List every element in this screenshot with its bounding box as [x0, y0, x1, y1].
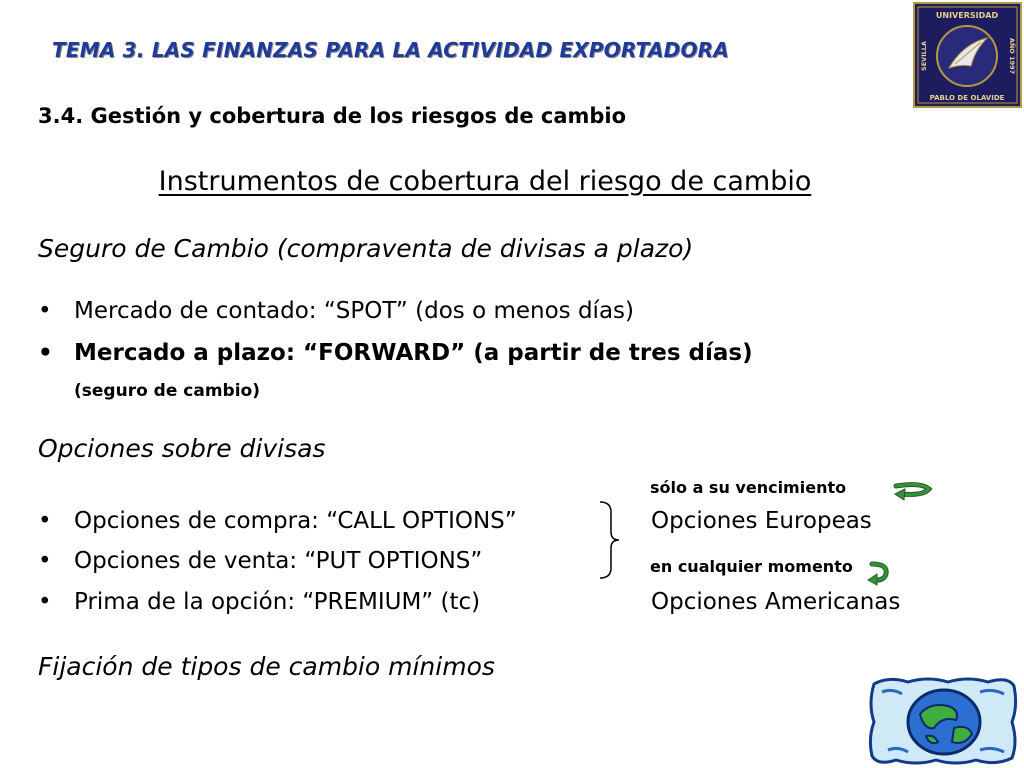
bullet-put-text: Opciones de venta: “PUT OPTIONS” [74, 548, 483, 574]
section-title: 3.4. Gestión y cobertura de los riesgos de cambio [38, 104, 627, 128]
globe-clipart-icon [868, 676, 1018, 766]
options-heading: Opciones sobre divisas [38, 434, 326, 463]
green-curved-arrow-icon [893, 480, 933, 502]
logo-right-text: AÑO 1997 [1008, 37, 1016, 75]
bullet-premium-text: Prima de la opción: “PREMIUM” (tc) [74, 589, 481, 615]
logo-bottom-text: PABLO DE OLAVIDE [929, 94, 1005, 102]
bullet-forward-main: Mercado a plazo: “FORWARD” [74, 340, 466, 366]
university-logo [913, 2, 1022, 108]
minimum-heading: Fijación de tipos de cambio mínimos [38, 652, 495, 681]
bullet-spot-main: Mercado de contado: “SPOT” [74, 298, 408, 324]
slide-title: Instrumentos de cobertura del riesgo de cambio [158, 166, 812, 197]
bullet-call [38, 508, 517, 534]
bullet-premium [38, 589, 480, 615]
logo-top-text: UNIVERSIDAD [935, 11, 999, 20]
bullet-dot: • [38, 298, 52, 324]
forward-note: (seguro de cambio) [74, 381, 260, 401]
green-curved-arrow-icon [866, 560, 892, 586]
bullet-spot-extra: (dos o menos días) [407, 298, 634, 324]
european-note: sólo a su vencimiento [650, 478, 847, 497]
bullet-put [38, 548, 482, 574]
forward-heading: Seguro de Cambio (compraventa de divisas a plazo) [38, 234, 694, 263]
american-options: Opciones Americanas [651, 589, 901, 615]
logo-left-text: SEVILLA [920, 41, 928, 71]
bullet-forward-extra: (a partir de tres días) [465, 340, 753, 366]
american-note: en cualquier momento [650, 557, 853, 576]
bullet-dot: • [38, 340, 53, 366]
bullet-call-text: Opciones de compra: “CALL OPTIONS” [74, 508, 517, 534]
bullet-forward [38, 340, 753, 366]
bullet-dot: • [38, 589, 52, 615]
european-options: Opciones Europeas [651, 508, 872, 534]
header-topic: TEMA 3. LAS FINANZAS PARA LA ACTIVIDAD EXPORTADORA [52, 38, 729, 62]
bullet-dot: • [38, 508, 52, 534]
bullet-dot: • [38, 548, 52, 574]
right-brace-icon [597, 500, 623, 580]
bullet-spot [38, 298, 634, 324]
